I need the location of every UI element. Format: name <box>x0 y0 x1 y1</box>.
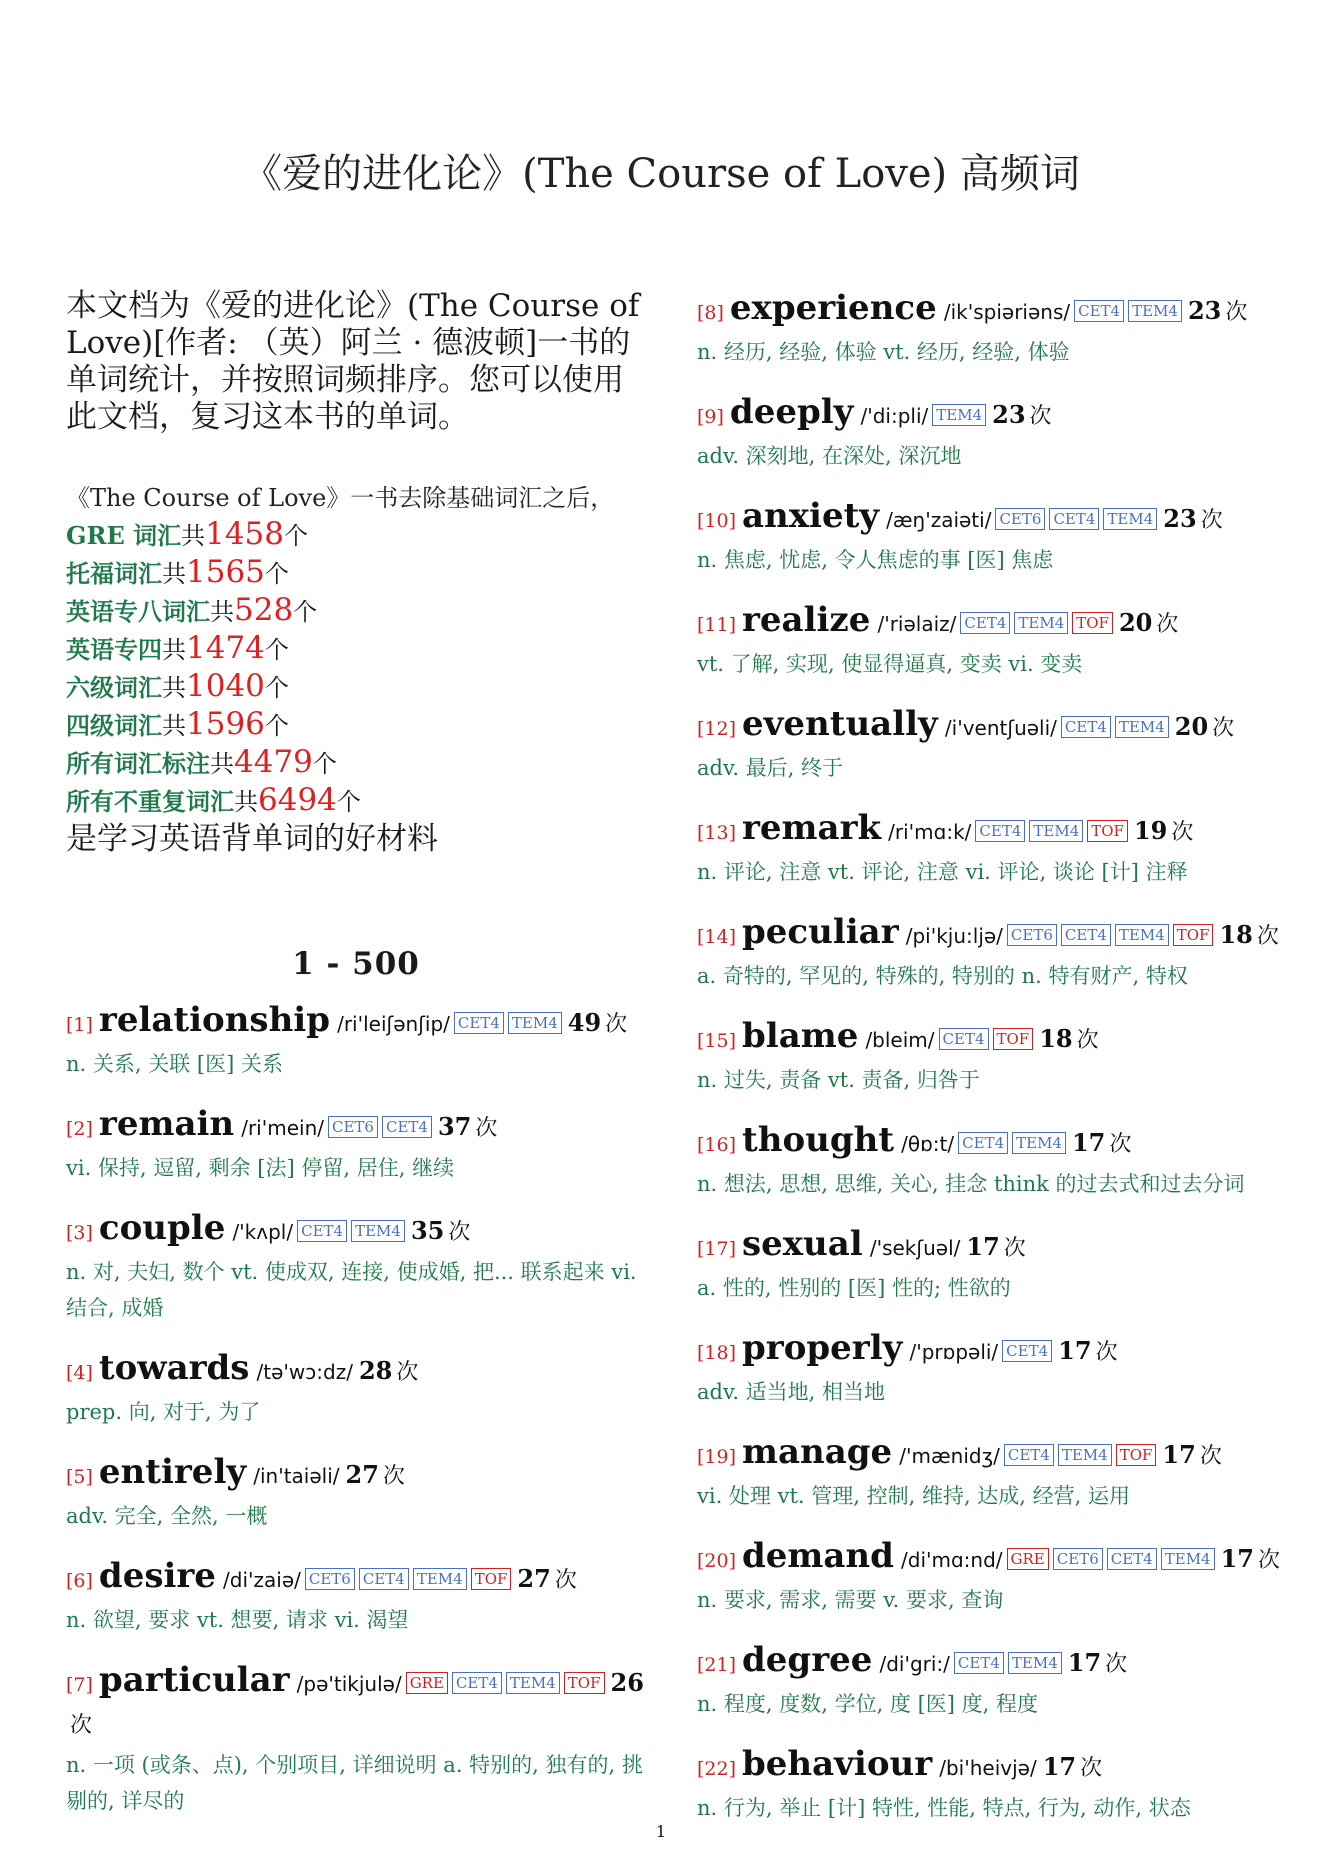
entry-frequency: 17 <box>966 1232 1000 1261</box>
times-label: 次 <box>1171 820 1194 845</box>
exam-tag-badge: TEM4 <box>1103 508 1157 530</box>
exam-tag-badge: TOF <box>993 1028 1034 1050</box>
stat-row <box>66 668 646 706</box>
entry-head <box>66 1208 646 1254</box>
exam-tag-badge: TEM4 <box>1012 1132 1066 1154</box>
exam-tag-badge: TOF <box>1087 820 1128 842</box>
entry-word: sexual <box>742 1224 863 1264</box>
exam-tag-badge: TEM4 <box>1058 1444 1112 1466</box>
times-label: 次 <box>475 1116 498 1141</box>
stat-count: 1474 <box>186 630 265 666</box>
entry-head <box>697 1328 1282 1374</box>
stat-mid: 共 <box>210 750 234 778</box>
word-entry <box>66 1556 646 1638</box>
word-entry <box>697 1224 1282 1306</box>
entry-definition: n. 一项 (或条、点), 个别项目, 详细说明 a. 特别的, 独有的, 挑剔的, 详尽的 <box>66 1753 643 1813</box>
entry-phonetic: /'prɒpəli/ <box>909 1340 999 1364</box>
entry-frequency: 27 <box>517 1564 551 1593</box>
exam-tag-badge: CET4 <box>1061 924 1111 946</box>
entry-head <box>697 392 1282 438</box>
entry-rank: [9] <box>697 406 724 428</box>
entry-phonetic: /in'taiəli/ <box>253 1464 340 1488</box>
times-label: 次 <box>1109 1132 1132 1157</box>
word-entry <box>697 808 1282 890</box>
entry-rank: [5] <box>66 1466 93 1488</box>
entry-phonetic: /ri'mɑ:k/ <box>888 820 972 844</box>
word-entry <box>697 1120 1282 1202</box>
entry-head <box>697 1536 1282 1582</box>
entry-definition: n. 过失, 责备 vt. 责备, 归咎于 <box>697 1068 980 1092</box>
times-label: 次 <box>1095 1340 1118 1365</box>
entry-frequency: 17 <box>1071 1128 1106 1157</box>
exam-tag-badge: TEM4 <box>1029 820 1083 842</box>
entry-phonetic: /'sekʃuəl/ <box>869 1236 961 1260</box>
exam-tag-badge: TOF <box>471 1568 512 1590</box>
stat-unit: 个 <box>264 712 289 740</box>
exam-tag-badge: CET4 <box>1074 300 1124 322</box>
entry-head <box>66 1000 646 1046</box>
word-entry <box>697 912 1282 994</box>
entry-frequency: 19 <box>1133 816 1168 845</box>
entry-rank: [19] <box>697 1446 737 1468</box>
stat-unit: 个 <box>264 636 289 664</box>
entry-frequency: 28 <box>358 1356 393 1385</box>
entry-frequency: 17 <box>1058 1336 1092 1365</box>
entry-definition: n. 程度, 度数, 学位, 度 [医] 度, 程度 <box>697 1692 1039 1716</box>
entry-head <box>697 1224 1282 1270</box>
word-list-right <box>697 288 1282 1826</box>
entry-definition: n. 评论, 注意 vt. 评论, 注意 vi. 评论, 谈论 [计] 注释 <box>697 860 1188 884</box>
entry-word: desire <box>98 1556 216 1596</box>
entry-definition: vi. 处理 vt. 管理, 控制, 维持, 达成, 经营, 运用 <box>697 1484 1131 1508</box>
stat-unit: 个 <box>293 598 318 626</box>
entry-phonetic: /ik'spiəriəns/ <box>943 300 1071 324</box>
entry-frequency: 27 <box>345 1460 379 1489</box>
exam-tag-badge: CET4 <box>297 1220 347 1242</box>
entry-rank: [7] <box>66 1674 93 1696</box>
entry-rank: [1] <box>66 1014 93 1036</box>
stat-mid: 共 <box>234 788 258 816</box>
page-number: 1 <box>655 1822 667 1841</box>
entry-definition: n. 欲望, 要求 vt. 想要, 请求 vi. 渴望 <box>66 1608 409 1632</box>
stat-row <box>66 706 646 744</box>
entry-word: eventually <box>742 704 938 744</box>
entry-head <box>697 808 1282 854</box>
entry-word: remain <box>98 1104 235 1144</box>
entry-head <box>697 288 1282 334</box>
exam-tag-badge: CET4 <box>452 1672 502 1694</box>
entry-definition: adv. 最后, 终于 <box>697 756 844 780</box>
entry-head <box>66 1452 646 1498</box>
exam-tag-badge: CET6 <box>328 1116 378 1138</box>
range-heading: 1 - 500 <box>292 946 420 982</box>
entry-definition: vt. 了解, 实现, 使显得逼真, 变卖 vi. 变卖 <box>697 652 1083 676</box>
entry-head <box>697 496 1282 542</box>
exam-tag-badge: CET6 <box>305 1568 355 1590</box>
entry-word: realize <box>742 600 871 640</box>
exam-tag-badge: CET6 <box>1053 1548 1103 1570</box>
times-label: 次 <box>396 1360 419 1385</box>
entry-phonetic: /pə'tikjulə/ <box>296 1672 402 1696</box>
entry-definition: a. 奇特的, 罕见的, 特殊的, 特别的 n. 特有财产, 特权 <box>697 964 1188 988</box>
stat-count: 1565 <box>186 554 265 590</box>
entry-rank: [15] <box>697 1030 737 1052</box>
right-column <box>697 288 1282 1848</box>
entry-word: couple <box>98 1208 226 1248</box>
exam-tag-badge: TOF <box>1072 612 1113 634</box>
entry-head <box>66 1556 646 1602</box>
entry-rank: [22] <box>697 1758 737 1780</box>
entry-frequency: 17 <box>1162 1440 1196 1469</box>
times-label: 次 <box>1076 1028 1099 1053</box>
entry-head <box>697 1120 1282 1166</box>
stat-label: 所有词汇标注 <box>66 749 210 778</box>
exam-tag-badge: CET6 <box>995 508 1045 530</box>
stat-label: GRE 词汇 <box>66 521 182 550</box>
entry-phonetic: /di'zaiə/ <box>223 1568 301 1592</box>
entry-phonetic: /bleim/ <box>865 1028 935 1052</box>
word-entry <box>697 704 1282 786</box>
entry-rank: [18] <box>697 1342 737 1364</box>
entry-word: degree <box>742 1640 873 1680</box>
exam-tag-badge: TEM4 <box>1161 1548 1215 1570</box>
stat-mid: 共 <box>162 712 186 740</box>
stat-label: 六级词汇 <box>66 673 162 702</box>
page-title: 《爱的进化论》(The Course of Love) 高频词 <box>242 151 1080 197</box>
word-list-left <box>66 1000 646 1819</box>
exam-tag-badge: TEM4 <box>506 1672 560 1694</box>
exam-tag-badge: CET4 <box>958 1132 1008 1154</box>
entry-frequency: 17 <box>1042 1752 1077 1781</box>
word-entry <box>697 1432 1282 1514</box>
times-label: 次 <box>382 1464 405 1489</box>
entry-phonetic: /'mænidʒ/ <box>899 1444 1000 1468</box>
entry-definition: adv. 适当地, 相当地 <box>697 1380 886 1404</box>
entry-phonetic: /bi'heivjə/ <box>939 1756 1037 1780</box>
entry-definition: prep. 向, 对于, 为了 <box>66 1400 261 1424</box>
stat-mid: 共 <box>210 598 234 626</box>
exam-tag-badge: CET4 <box>1049 508 1099 530</box>
entry-word: blame <box>742 1016 859 1056</box>
entry-rank: [21] <box>697 1654 737 1676</box>
entry-frequency: 18 <box>1039 1024 1073 1053</box>
exam-tag-badge: CET4 <box>1004 1444 1054 1466</box>
entry-definition: adv. 深刻地, 在深处, 深沉地 <box>697 444 962 468</box>
times-label: 次 <box>1212 716 1235 741</box>
stat-label: 四级词汇 <box>66 711 162 740</box>
entry-word: deeply <box>729 392 854 432</box>
entry-word: entirely <box>98 1452 247 1492</box>
stat-count: 1040 <box>186 668 265 704</box>
entry-frequency: 18 <box>1219 920 1253 949</box>
word-entry <box>66 1660 646 1819</box>
times-label: 次 <box>1003 1236 1026 1261</box>
entry-word: peculiar <box>742 912 899 952</box>
entry-definition: n. 关系, 关联 [医] 关系 <box>66 1052 283 1076</box>
times-label: 次 <box>1200 508 1223 533</box>
times-label: 次 <box>1156 612 1179 637</box>
entry-rank: [17] <box>697 1238 737 1260</box>
stat-row <box>66 554 646 592</box>
entry-definition: n. 经历, 经验, 体验 vt. 经历, 经验, 体验 <box>697 340 1070 364</box>
entry-head <box>697 1640 1282 1686</box>
exam-tag-badge: GRE <box>406 1672 448 1694</box>
entry-phonetic: /pi'kju:ljə/ <box>905 924 1003 948</box>
stat-row <box>66 592 646 630</box>
exam-tag-badge: CET6 <box>1007 924 1057 946</box>
exam-tag-badge: CET4 <box>359 1568 409 1590</box>
entry-rank: [16] <box>697 1134 737 1156</box>
stat-label: 托福词汇 <box>66 559 162 588</box>
entry-rank: [11] <box>697 614 737 636</box>
entry-head <box>66 1660 646 1747</box>
word-entry <box>697 600 1282 682</box>
entry-frequency: 20 <box>1174 712 1209 741</box>
entry-phonetic: /ri'mein/ <box>241 1116 324 1140</box>
exam-tag-badge: GRE <box>1007 1548 1049 1570</box>
entry-phonetic: /'di:pli/ <box>860 404 929 428</box>
exam-tag-badge: CET4 <box>1002 1340 1052 1362</box>
stat-unit: 个 <box>264 674 289 702</box>
entry-word: particular <box>98 1660 290 1700</box>
word-entry <box>66 1104 646 1186</box>
entry-phonetic: /'kʌpl/ <box>232 1220 294 1244</box>
word-entry <box>697 1016 1282 1098</box>
exam-tag-badge: TOF <box>1116 1444 1157 1466</box>
stat-row <box>66 744 646 782</box>
entry-head <box>697 1432 1282 1478</box>
word-entry <box>697 1328 1282 1410</box>
exam-tag-badge: TEM4 <box>1115 924 1169 946</box>
entry-phonetic: /i'ventʃuəli/ <box>944 716 1057 740</box>
word-entry <box>66 1348 646 1430</box>
entry-rank: [6] <box>66 1570 93 1592</box>
entry-frequency: 23 <box>1187 296 1222 325</box>
entry-word: demand <box>742 1536 894 1576</box>
stat-mid: 共 <box>181 522 206 550</box>
stats-list <box>66 516 646 820</box>
stats-tail: 是学习英语背单词的好材料 <box>66 821 438 857</box>
entry-phonetic: /æŋ'zaiəti/ <box>886 508 992 532</box>
entry-phonetic: /tə'wɔ:dz/ <box>256 1360 353 1384</box>
entry-frequency: 49 <box>567 1008 602 1037</box>
entry-frequency: 23 <box>992 400 1026 429</box>
times-label: 次 <box>70 1713 93 1738</box>
entry-head <box>697 912 1282 958</box>
exam-tag-badge: TEM4 <box>508 1012 562 1034</box>
entry-definition: adv. 完全, 全然, 一概 <box>66 1504 268 1528</box>
exam-tag-badge: TEM4 <box>351 1220 405 1242</box>
stat-mid: 共 <box>162 636 186 664</box>
entry-word: behaviour <box>742 1744 933 1784</box>
entry-frequency: 17 <box>1220 1544 1254 1573</box>
entry-phonetic: /di'mɑ:nd/ <box>901 1548 1003 1572</box>
times-label: 次 <box>1256 924 1279 949</box>
entry-word: manage <box>742 1432 893 1472</box>
exam-tag-badge: CET4 <box>960 612 1010 634</box>
times-label: 次 <box>1225 300 1248 325</box>
exam-tag-badge: CET4 <box>454 1012 504 1034</box>
word-entry <box>697 1640 1282 1722</box>
exam-tag-badge: CET4 <box>382 1116 432 1138</box>
entry-definition: n. 要求, 需求, 需要 v. 要求, 查询 <box>697 1588 1004 1612</box>
exam-tag-badge: TEM4 <box>1115 716 1169 738</box>
stat-unit: 个 <box>264 560 289 588</box>
entry-rank: [20] <box>697 1550 737 1572</box>
entry-phonetic: /ri'leiʃənʃip/ <box>337 1012 450 1036</box>
word-entry <box>697 496 1282 578</box>
entry-head <box>66 1104 646 1150</box>
entry-rank: [8] <box>697 302 724 324</box>
stat-count: 528 <box>234 592 294 628</box>
times-label: 次 <box>554 1568 577 1593</box>
entry-word: anxiety <box>742 496 880 536</box>
exam-tag-badge: CET4 <box>975 820 1025 842</box>
exam-tag-badge: CET4 <box>939 1028 989 1050</box>
stat-label: 英语专八词汇 <box>66 597 210 626</box>
exam-tag-badge: CET4 <box>954 1652 1004 1674</box>
times-label: 次 <box>1080 1756 1103 1781</box>
entry-rank: [3] <box>66 1222 93 1244</box>
times-label: 次 <box>448 1220 471 1245</box>
stat-count: 6494 <box>258 782 337 818</box>
exam-tag-badge: TEM4 <box>1128 300 1182 322</box>
entry-word: remark <box>742 808 882 848</box>
entry-frequency: 20 <box>1118 608 1153 637</box>
entry-frequency: 17 <box>1067 1648 1102 1677</box>
entry-frequency: 35 <box>410 1216 445 1245</box>
stat-unit: 个 <box>336 788 361 816</box>
times-label: 次 <box>1199 1444 1222 1469</box>
entry-head <box>697 1744 1282 1790</box>
entry-frequency: 26 <box>610 1668 644 1697</box>
entry-frequency: 37 <box>437 1112 472 1141</box>
entry-word: thought <box>742 1120 895 1160</box>
exam-tag-badge: TEM4 <box>932 404 986 426</box>
entry-word: towards <box>98 1348 250 1388</box>
stat-unit: 个 <box>284 522 308 550</box>
entry-phonetic: /di'gri:/ <box>879 1652 950 1676</box>
exam-tag-badge: TEM4 <box>413 1568 467 1590</box>
word-entry <box>66 1000 646 1082</box>
entry-rank: [12] <box>697 718 737 740</box>
times-label: 次 <box>1105 1652 1128 1677</box>
exam-tag-badge: TOF <box>564 1672 605 1694</box>
entry-head <box>697 600 1282 646</box>
stat-row <box>66 782 646 820</box>
exam-tag-badge: CET4 <box>1107 1548 1157 1570</box>
exam-tag-badge: CET4 <box>1061 716 1111 738</box>
word-entry <box>697 288 1282 370</box>
entry-frequency: 23 <box>1163 504 1197 533</box>
stat-count: 4479 <box>234 744 313 780</box>
entry-definition: n. 行为, 举止 [计] 特性, 性能, 特点, 行为, 动作, 状态 <box>697 1796 1191 1820</box>
exam-tag-badge: TEM4 <box>1008 1652 1062 1674</box>
entry-definition: n. 对, 夫妇, 数个 vt. 使成双, 连接, 使成婚, 把... 联系起来 vi. 结合, 成婚 <box>66 1260 637 1320</box>
word-entry <box>697 1536 1282 1618</box>
word-entry <box>697 392 1282 474</box>
exam-tag-badge: TOF <box>1173 924 1214 946</box>
entry-definition: vi. 保持, 逗留, 剩余 [法] 停留, 居住, 继续 <box>66 1156 455 1180</box>
entry-rank: [2] <box>66 1118 93 1140</box>
word-entry <box>66 1208 646 1326</box>
times-label: 次 <box>605 1012 628 1037</box>
stats-block <box>66 480 646 858</box>
entry-rank: [14] <box>697 926 737 948</box>
entry-word: relationship <box>98 1000 330 1040</box>
entry-phonetic: /θɒ:t/ <box>901 1132 955 1156</box>
stats-lead: 《The Course of Love》一书去除基础词汇之后， <box>66 484 615 512</box>
stat-label: 所有不重复词汇 <box>66 787 234 816</box>
exam-tag-badge: TEM4 <box>1014 612 1068 634</box>
entry-rank: [4] <box>66 1362 93 1384</box>
entry-rank: [10] <box>697 510 737 532</box>
entry-definition: n. 焦虑, 忧虑, 令人焦虑的事 [医] 焦虑 <box>697 548 1054 572</box>
entry-rank: [13] <box>697 822 737 844</box>
stat-mid: 共 <box>162 674 186 702</box>
stat-row <box>66 630 646 668</box>
stat-count: 1458 <box>205 516 284 552</box>
times-label: 次 <box>1029 404 1052 429</box>
entry-head <box>66 1348 646 1394</box>
word-entry <box>66 1452 646 1534</box>
times-label: 次 <box>1258 1548 1281 1573</box>
entry-head <box>697 704 1282 750</box>
entry-word: experience <box>729 288 937 328</box>
stat-unit: 个 <box>312 750 337 778</box>
stat-row <box>66 516 646 554</box>
entry-definition: a. 性的, 性别的 [医] 性的; 性欲的 <box>697 1276 1011 1300</box>
entry-word: properly <box>742 1328 903 1368</box>
intro-paragraph: 本文档为《爱的进化论》(The Course of Love)[作者: （英）阿兰 · 德波顿]一书的单词统计，并按照词频排序。您可以使用此文档，复习这本书的单词。 <box>66 288 640 435</box>
left-column <box>66 288 646 1841</box>
entry-head <box>697 1016 1282 1062</box>
stat-mid: 共 <box>162 560 186 588</box>
stat-count: 1596 <box>186 706 265 742</box>
entry-definition: n. 想法, 思想, 思维, 关心, 挂念 think 的过去式和过去分词 <box>697 1172 1245 1196</box>
entry-phonetic: /'riəlaiz/ <box>877 612 957 636</box>
word-entry <box>697 1744 1282 1826</box>
stat-label: 英语专四 <box>66 635 162 664</box>
